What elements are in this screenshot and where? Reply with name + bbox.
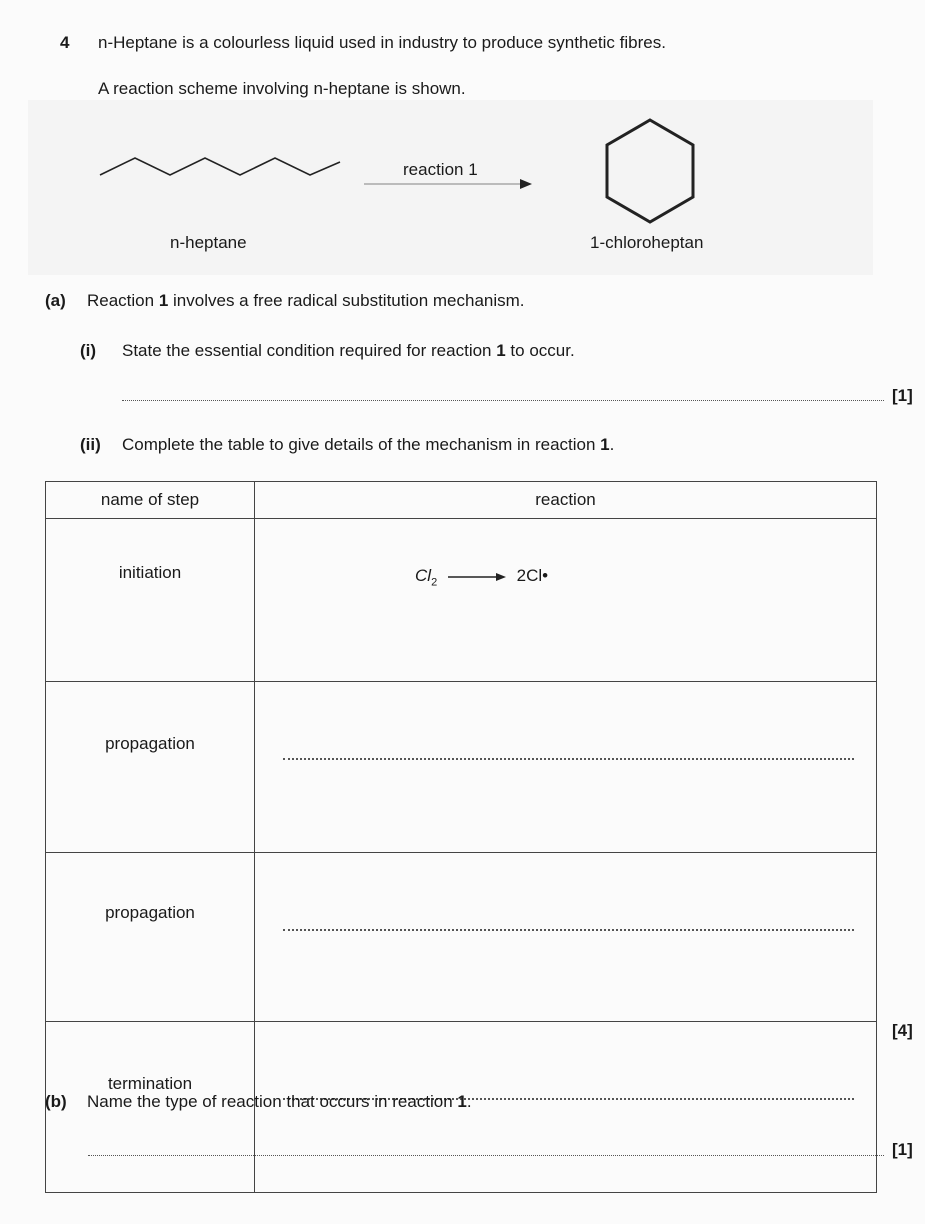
part-a-text: Reaction 1 involves a free radical substitution mechanism.	[87, 291, 525, 310]
answer-line-a-i[interactable]	[122, 400, 884, 401]
step-propagation-2: propagation	[46, 853, 255, 1022]
marks-a-i: [1]	[892, 386, 913, 405]
table-header-row	[46, 482, 877, 519]
part-a-ii-text: Complete the table to give details of the mechanism in reaction 1.	[122, 435, 615, 454]
initiation-reactant: Cl	[415, 566, 432, 585]
product-label: 1-chloroheptan	[590, 233, 704, 252]
n-heptane-skeletal-structure	[95, 150, 345, 185]
reaction-arrow	[362, 176, 537, 192]
table-row	[46, 853, 877, 1022]
initiation-reactant-subscript: 2	[431, 576, 438, 589]
header-reaction: reaction	[255, 482, 877, 519]
part-b-label: (b)	[45, 1092, 67, 1111]
table-row	[46, 682, 877, 853]
scheme-intro: A reaction scheme involving n-heptane is shown.	[98, 79, 466, 98]
step-propagation-1: propagation	[46, 682, 255, 853]
step-initiation: initiation	[46, 519, 255, 682]
answer-line-b[interactable]	[88, 1155, 884, 1156]
reaction-initiation-cell	[255, 519, 877, 682]
mechanism-table	[45, 481, 877, 1193]
question-intro: n-Heptane is a colourless liquid used in industry to produce synthetic fibres.	[98, 33, 666, 52]
answer-line-propagation-2[interactable]	[283, 929, 854, 931]
initiation-arrow	[446, 571, 508, 583]
marks-b: [1]	[892, 1140, 913, 1159]
initiation-equation	[415, 566, 548, 588]
reactant-label: n-heptane	[170, 233, 247, 252]
part-a-label: (a)	[45, 291, 66, 310]
ring-structure	[598, 115, 703, 227]
part-a-i-label: (i)	[80, 341, 97, 360]
reaction-propagation-2-cell	[255, 853, 877, 1022]
step-termination: termination	[46, 1022, 255, 1193]
answer-line-propagation-1[interactable]	[283, 758, 854, 760]
part-a-ii-label: (ii)	[80, 435, 101, 454]
initiation-product: 2Cl•	[516, 566, 549, 585]
arrow-label: reaction 1	[403, 160, 478, 179]
header-name-of-step: name of step	[46, 482, 255, 519]
marks-a-ii: [4]	[892, 1021, 913, 1040]
part-a-i-text: State the essential condition required for reaction 1 to occur.	[122, 341, 575, 360]
reaction-propagation-1-cell	[255, 682, 877, 853]
part-b-text: Name the type of reaction that occurs in reaction 1.	[87, 1092, 472, 1111]
table-row	[46, 519, 877, 682]
question-number: 4	[60, 33, 70, 52]
